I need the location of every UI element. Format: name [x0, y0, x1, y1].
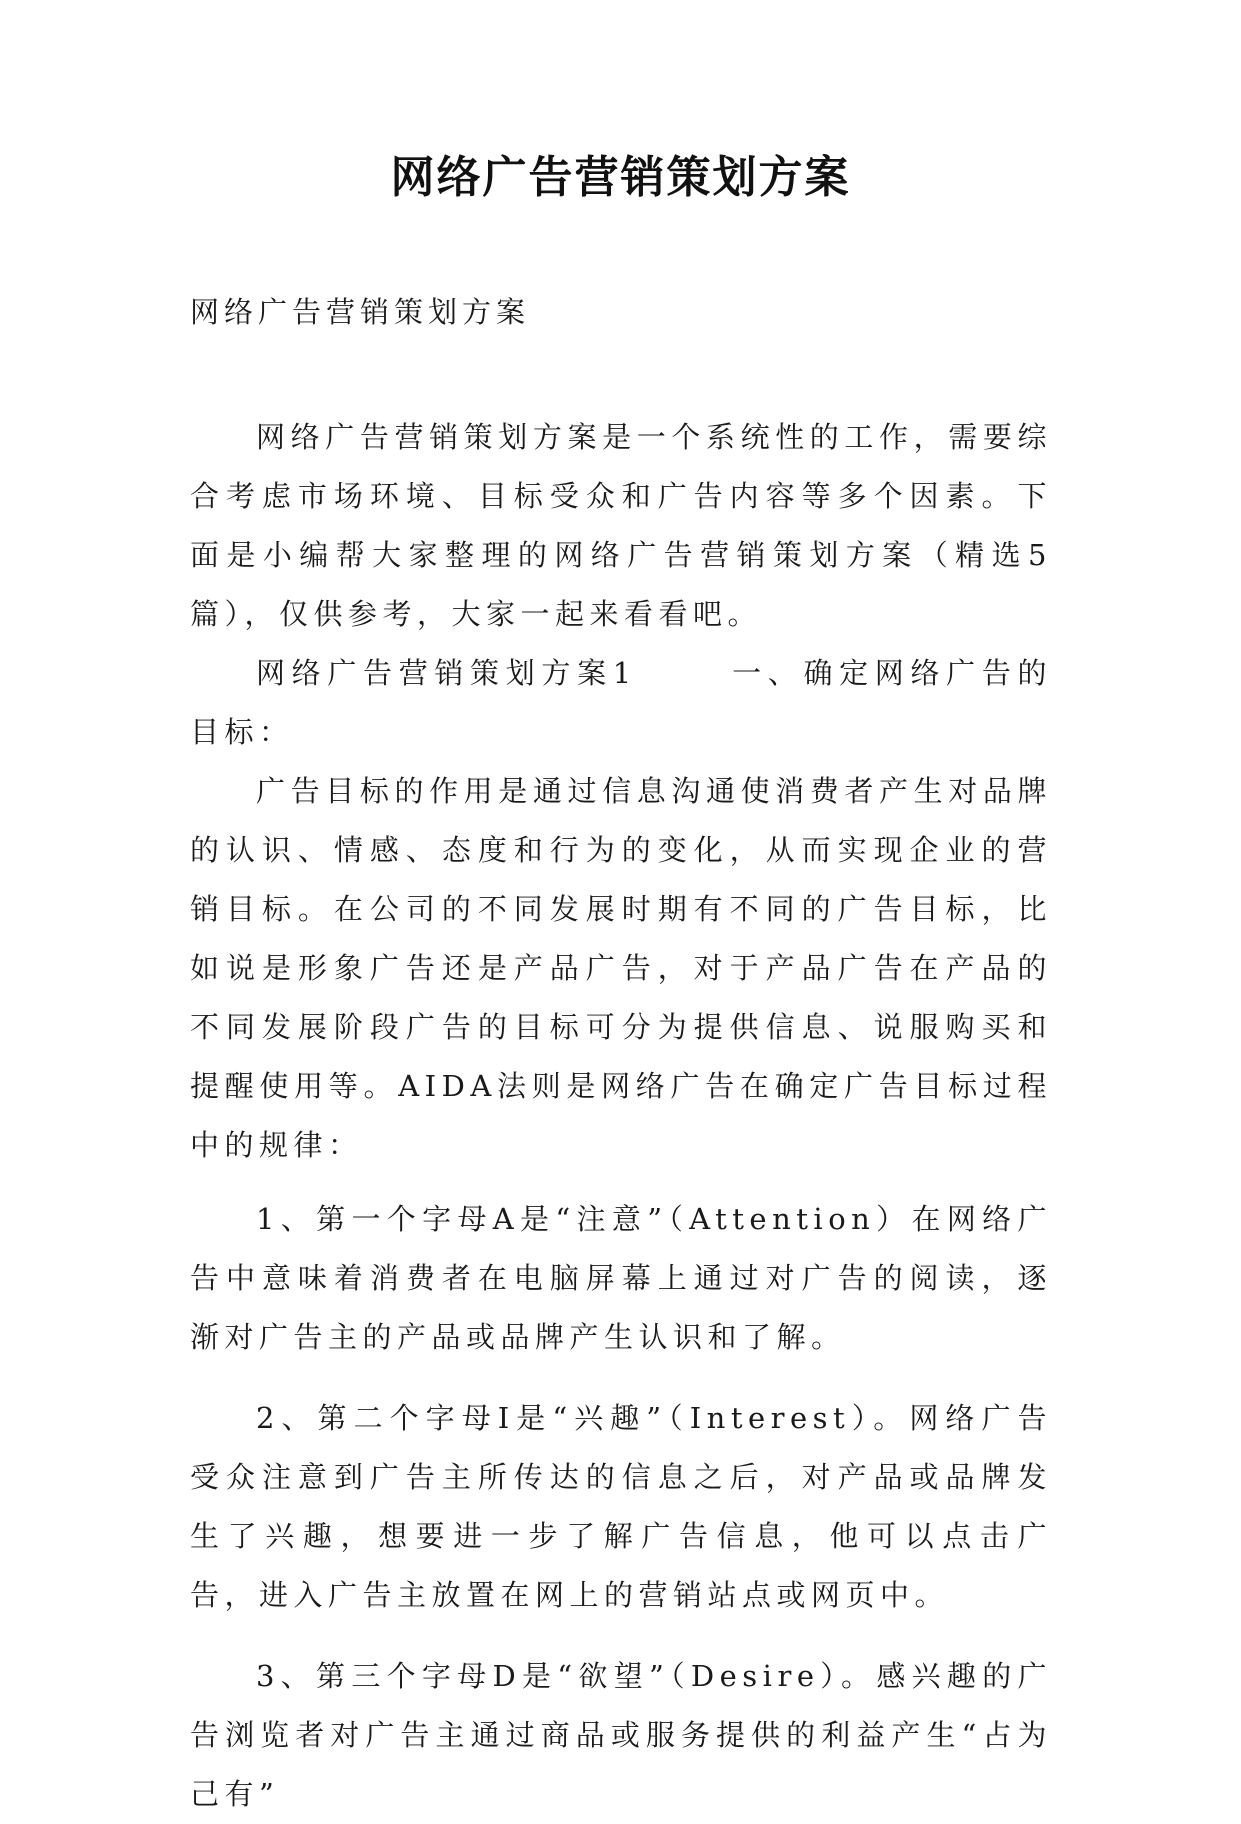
list-item-desire: 3、第三个字母D是“欲望”（Desire）。感兴趣的广告浏览者对广告主通过商品或服务提供的利益产生“占为己有”: [190, 1659, 1052, 1811]
list-item-attention: 1、第一个字母A是“注意”（Attention）在网络广告中意味着消费者在电脑屏幕上通过对广告的阅读，逐渐对广告主的产品或品牌产生认识和了解。: [190, 1202, 1052, 1354]
body-paragraph: 广告目标的作用是通过信息沟通使消费者产生对品牌的认识、情感、态度和行为的变化，从而实现企业的营销目标。在公司的不同发展时期有不同的广告目标，比如说是形象广告还是产品广告，对于产品广告在产品的不同发展阶段广告的目标可分为提供信息、说服购买和提醒使用等。AIDA法则是网络广告在确定广告目标过程中的规律：: [190, 774, 1052, 1162]
section-heading: 一、确定网络广告的目标：: [190, 656, 1053, 749]
list-item-interest: 2、第二个字母I是“兴趣”（Interest）。网络广告受众注意到广告主所传达的信息之后，对产品或品牌发生了兴趣，想要进一步了解广告信息，他可以点击广告，进入广告主放置在网上的营销站点或网页中。: [190, 1401, 1052, 1612]
section-heading-line: [190, 644, 1052, 762]
intro-paragraph: 网络广告营销策划方案是一个系统性的工作，需要综合考虑市场环境、目标受众和广告内容等多个因素。下面是小编帮大家整理的网络广告营销策划方案（精选5篇），仅供参考，大家一起来看看吧。: [190, 420, 1052, 631]
document-subtitle: 网络广告营销策划方案: [190, 295, 531, 329]
document-body: [190, 408, 1052, 1824]
document-title: 网络广告营销策划方案: [390, 152, 851, 203]
plan-heading: 网络广告营销策划方案1: [256, 656, 637, 690]
